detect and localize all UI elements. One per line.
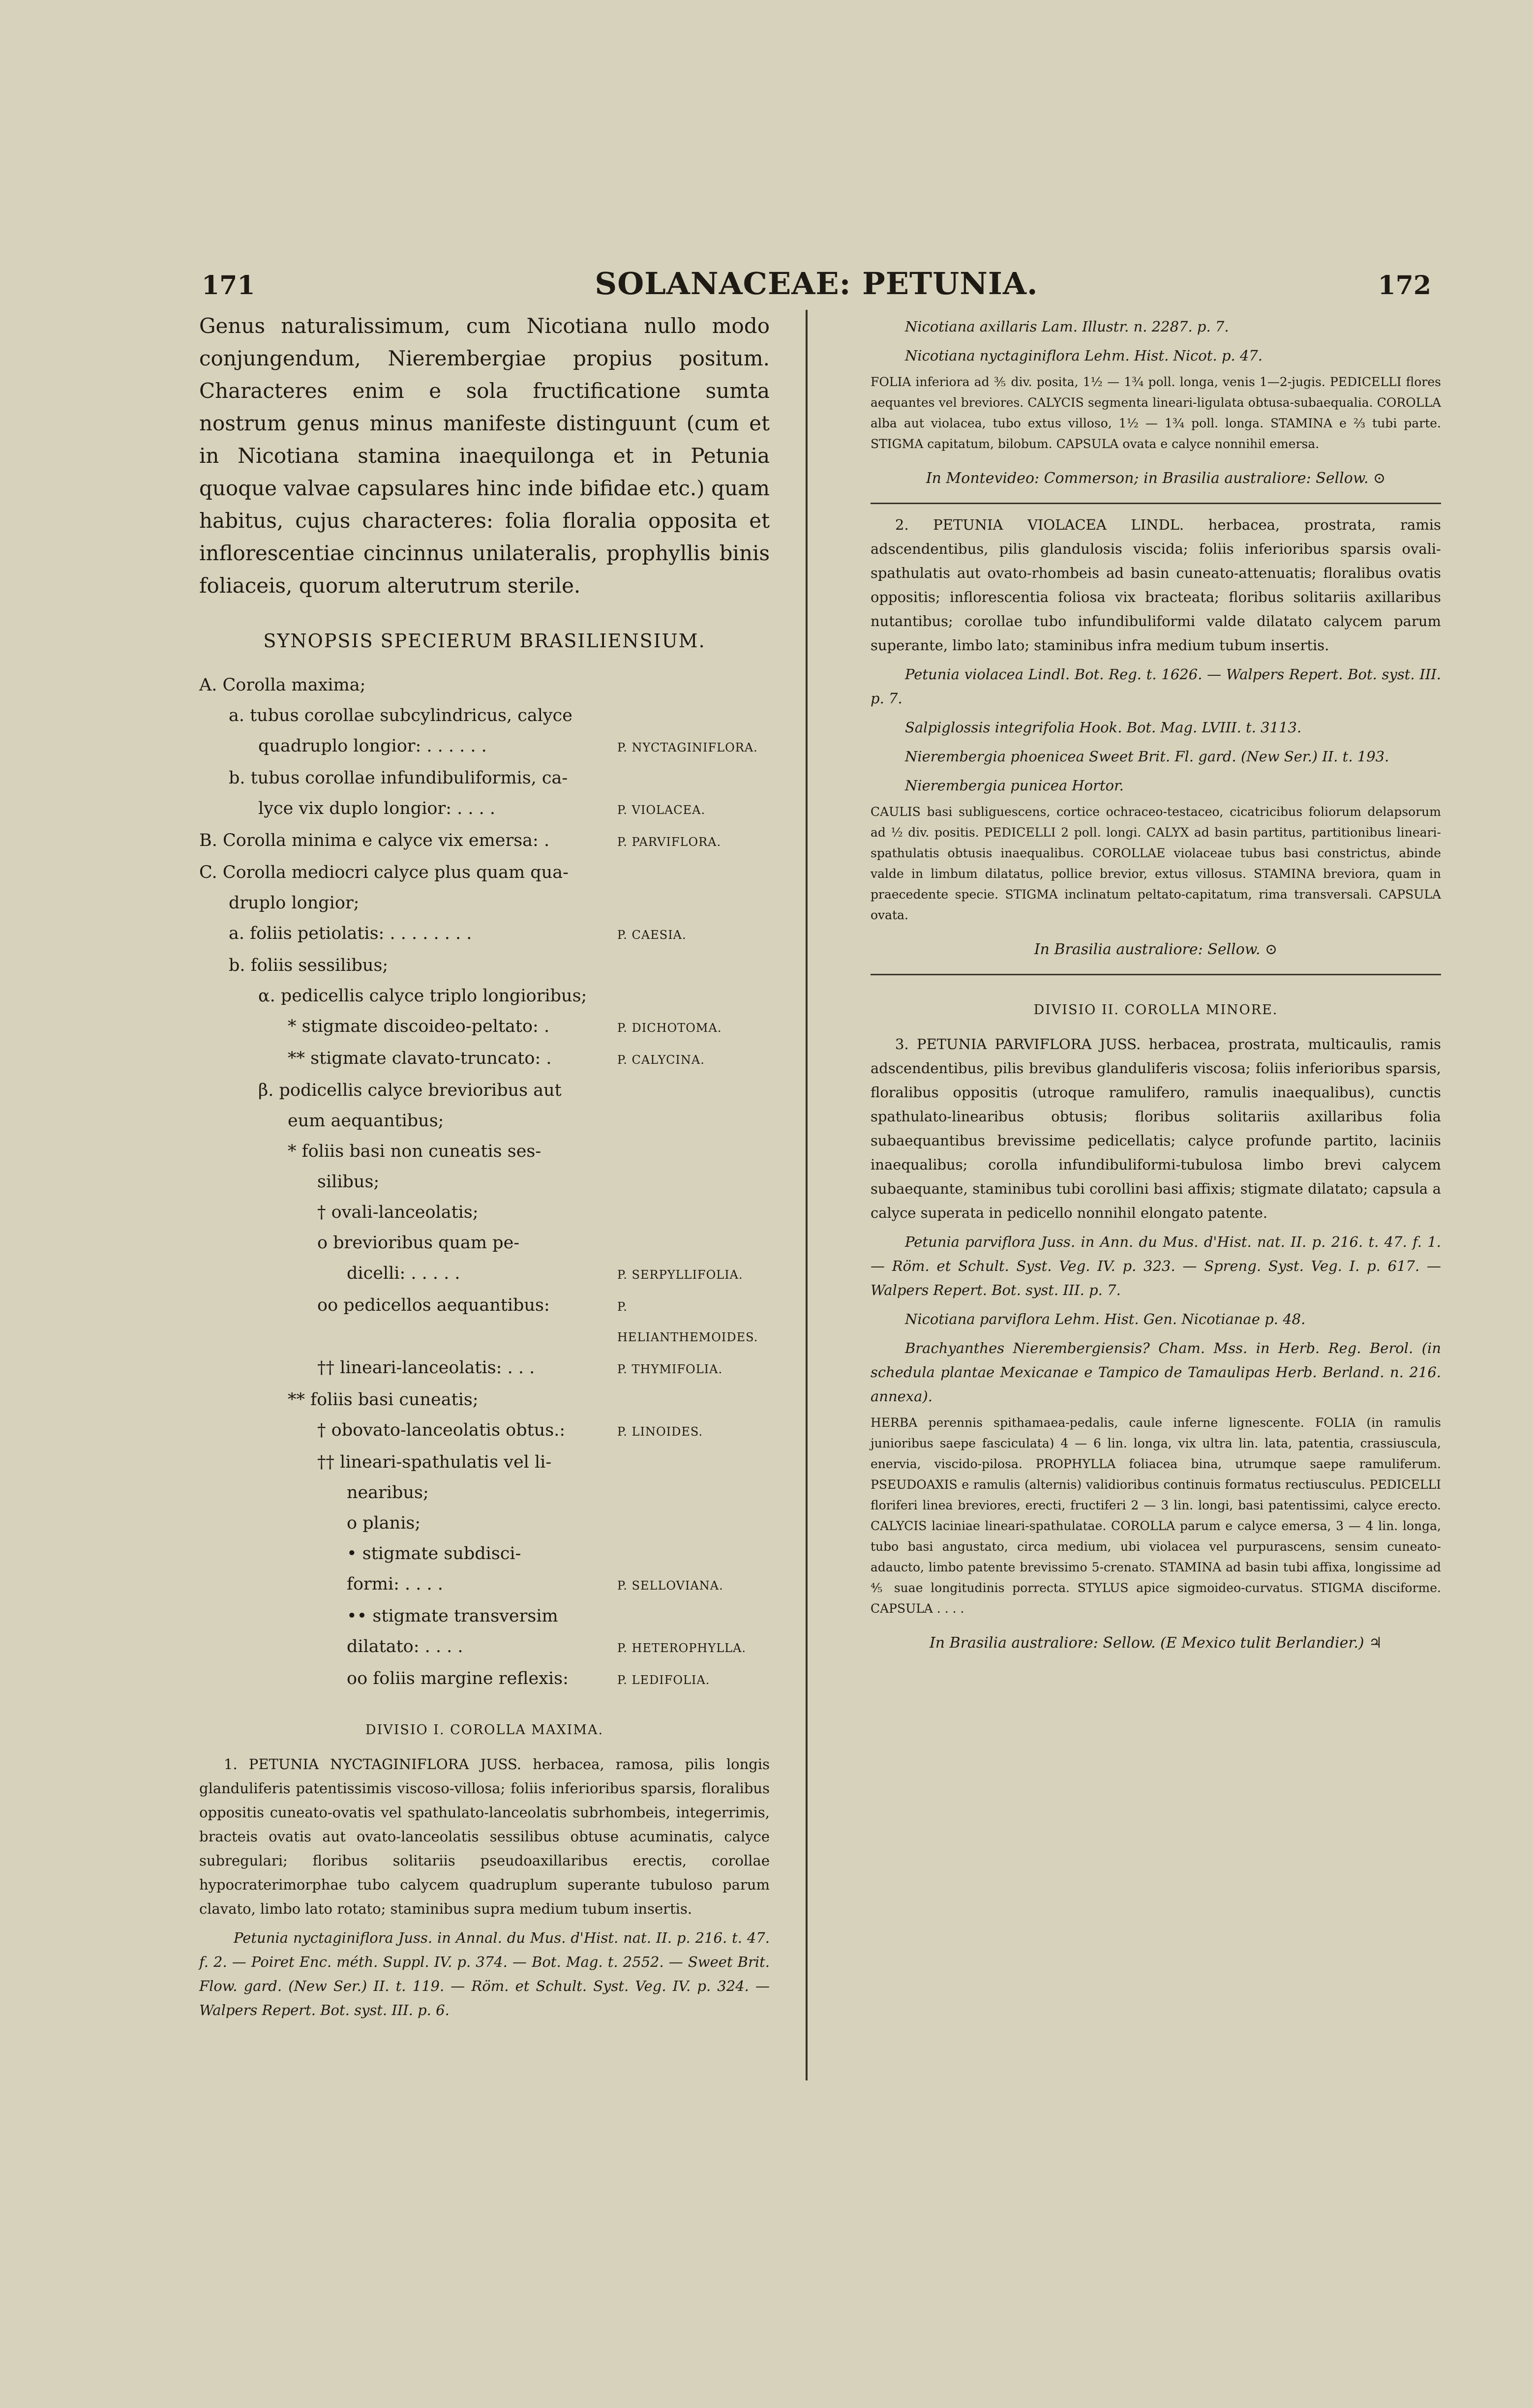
divisio-2-heading: DIVISIO II. COROLLA MINORE. bbox=[1033, 1002, 1278, 1018]
species-3-diagnosis: 3. PETUNIA PARVIFLORA JUSS. herbacea, prostrata, multicaulis, ramis adscendentibus, pilis brevibus glanduliferis viscosa; foliis inferioribus sparsis, floralibus oppositis (utroque ramulifero, ramulis inaequalibus), cunctis spathulato-linearibus obtusis; floribus solitariis axillaribus folia subaequantibus brevissime pedicellatis; calyce profunde partito, laciniis inaequalibus; corolla infundibuliformi-tubulosa limbo brevi calycem subaequante, staminibus tubi corollini basi affixis; stigmate dilatato; capsula a calyce superata in pedicello nonnihil elongato patente. bbox=[871, 1036, 1441, 1221]
species-2-locality: In Brasilia australiore: Sellow. ⊙ bbox=[1034, 941, 1278, 958]
synopsis-row-text: dicelli: . . . . . bbox=[347, 1264, 460, 1283]
synopsis-row bbox=[199, 1508, 770, 1538]
synopsis-row-text: dilatato: . . . . bbox=[347, 1637, 463, 1656]
synopsis-row bbox=[199, 857, 770, 888]
synopsis-row bbox=[199, 1290, 770, 1353]
synopsis-row-text: A. Corolla maxima; bbox=[199, 675, 366, 695]
synopsis-row bbox=[199, 731, 770, 763]
synopsis-row bbox=[199, 1011, 770, 1043]
synopsis-row bbox=[199, 1415, 770, 1447]
synopsis-row bbox=[199, 1258, 770, 1290]
synopsis-row bbox=[199, 1043, 770, 1075]
synopsis-row-text: α. pedicellis calyce triplo longioribus; bbox=[258, 986, 587, 1006]
synopsis-species-name: P. LINOIDES. bbox=[617, 1425, 703, 1439]
left-column bbox=[199, 310, 770, 2022]
synopsis-row bbox=[199, 1601, 770, 1631]
synopsis-row bbox=[199, 1136, 770, 1167]
synopsis-species-name: P. NYCTAGINIFLORA. bbox=[617, 741, 758, 754]
synopsis-title: SYNOPSIS SPECIERUM BRASILIENSIUM. bbox=[263, 630, 706, 652]
synopsis-row bbox=[199, 950, 770, 981]
synopsis-row bbox=[199, 1477, 770, 1508]
synopsis-row-text: lyce vix duplo longior: . . . . bbox=[258, 799, 495, 818]
synopsis-species-name: P. CALYCINA. bbox=[617, 1053, 705, 1067]
running-header bbox=[202, 266, 1431, 310]
synopsis-row-text: eum aequantibus; bbox=[288, 1111, 444, 1131]
synopsis-row-text: quadruplo longior: . . . . . . bbox=[258, 736, 487, 756]
synopsis-row bbox=[199, 793, 770, 825]
synopsis-key bbox=[199, 670, 770, 1695]
species-3-reference-2: Nicotiana parviflora Lehm. Hist. Gen. Nicotianae p. 48. bbox=[905, 1311, 1306, 1327]
synopsis-row-text: C. Corolla mediocri calyce plus quam qua- bbox=[199, 863, 569, 882]
synopsis-row-text: † obovato-lanceolatis obtus.: bbox=[317, 1420, 566, 1440]
right-column bbox=[871, 310, 1441, 1667]
species-2-reference-1: Petunia violacea Lindl. Bot. Reg. t. 1626. — Walpers Repert. Bot. syst. III. p. 7. bbox=[871, 666, 1441, 707]
synopsis-row-text: B. Corolla minima e calyce vix emersa: . bbox=[199, 831, 550, 850]
synopsis-row bbox=[199, 1075, 770, 1106]
synopsis-row-text: a. foliis petiolatis: . . . . . . . . bbox=[229, 924, 472, 943]
species-3-reference-3: Brachyanthes Nierembergiensis? Cham. Mss. in Herb. Reg. Berol. (in schedula plantae Mexicanae e Tampico de Tamaulipas Herb. Berland. n. 216. annexa). bbox=[871, 1340, 1441, 1405]
synopsis-row-text: * stigmate discoideo-peltato: . bbox=[288, 1017, 550, 1036]
synopsis-row-text: ** stigmate clavato-truncato: . bbox=[288, 1049, 552, 1068]
synopsis-row bbox=[199, 1197, 770, 1228]
synopsis-row-text: a. tubus corollae subcylindricus, calyce bbox=[229, 706, 572, 725]
species-1-references: Petunia nyctaginiflora Juss. in Annal. du Mus. d'Hist. nat. II. p. 216. t. 47. f. 2. — Poiret Enc. méth. Suppl. IV. p. 374. — Bot. Mag. t. 2552. — Sweet Brit. Flow. gard. (New Ser.) II. t. 119. — Röm. et Schult. Syst. Veg. IV. p. 324. — Walpers Repert. Bot. syst. III. p. 6. bbox=[199, 1929, 770, 2018]
synopsis-row-text: druplo longior; bbox=[229, 893, 360, 913]
divisio-heading: DIVISIO I. COROLLA MAXIMA. bbox=[365, 1722, 604, 1738]
species-2-reference-3: Nierembergia phoenicea Sweet Brit. Fl. gard. (New Ser.) II. t. 193. bbox=[905, 748, 1389, 765]
synopsis-species-name: P. THYMIFOLIA. bbox=[617, 1362, 723, 1376]
reference-nyctaginiflora: Nicotiana nyctaginiflora Lehm. Hist. Nicot. p. 47. bbox=[905, 347, 1263, 364]
synopsis-species-name: P. HETEROPHYLLA. bbox=[617, 1641, 747, 1655]
synopsis-row bbox=[199, 1447, 770, 1477]
synopsis-species-name: P. SELLOVIANA. bbox=[617, 1579, 723, 1593]
species-1-locality: In Montevideo: Commerson; in Brasilia australiore: Sellow. ⊙ bbox=[926, 470, 1386, 487]
synopsis-row bbox=[199, 918, 770, 950]
species-1-description: FOLIA inferiora ad ⅗ div. posita, 1½ — 1¾ poll. longa, venis 1—2-jugis. PEDICELLI flores aequantes vel breviores. CALYCIS segmenta lineari-ligulata obtusa-subaequalia. COROLLA alba aut violacea, tubo extus villoso, 1½ — 1¾ poll. longa. STAMINA e ⅔ tubi parte. STIGMA capitatum, bilobum. CAPSULA ovata e calyce nonnihil emersa. bbox=[871, 375, 1441, 451]
synopsis-row-text: formi: . . . . bbox=[347, 1574, 443, 1594]
running-title: SOLANACEAE: PETUNIA. bbox=[595, 266, 1038, 301]
species-1-diagnosis: 1. PETUNIA NYCTAGINIFLORA JUSS. herbacea, ramosa, pilis longis glanduliferis patentissimis viscoso-villosa; foliis inferioribus sparsis, floralibus oppositis cuneato-ovatis vel spathulato-lanceolatis subrhombeis, integerrimis, bracteis ovatis aut ovato-lanceolatis sessilibus obtuse acuminatis, calyce subregulari; floribus solitariis pseudoaxillaribus erectis, corollae hypocraterimorphae tubo calycem quadruplum superante tubuloso parum clavato, limbo lato rotato; staminibus supra medium tubum insertis. bbox=[199, 1756, 770, 1917]
synopsis-row bbox=[199, 670, 770, 700]
genus-intro: Genus naturalissimum, cum Nicotiana nullo modo conjungendum, Nierembergiae propius positum. Characteres enim e sola fructificatione sumta nostrum genus minus manifeste distinguunt (cum et in Nicotiana stamina inaequilonga et in Petunia quoque valvae capsulares hinc inde bifidae etc.) quam habitus, cujus characteres: folia floralia opposita et inflorescentiae cincinnus unilateralis, prophyllis binis foliaceis, quorum alterutrum sterile. bbox=[199, 314, 770, 598]
synopsis-row-text: b. foliis sessilibus; bbox=[229, 956, 389, 975]
synopsis-row-text: o brevioribus quam pe- bbox=[317, 1233, 520, 1253]
separator bbox=[871, 503, 1441, 504]
synopsis-species-name: P. HELIANTHEMOIDES. bbox=[617, 1300, 758, 1344]
synopsis-row bbox=[199, 763, 770, 793]
species-2-diagnosis: 2. PETUNIA VIOLACEA LINDL. herbacea, prostrata, ramis adscendentibus, pilis glandulosis viscida; foliis inferioribus sparsis ovali-spathulatis aut ovato-rhombeis ad basin cuneato-attenuatis; floralibus ovatis oppositis; inflorescentia foliosa vix bracteata; floribus solitariis axillaribus nutantibus; corollae tubo infundibuliformi valde dilatato calycem parum superante, limbo lato; staminibus infra medium tubum insertis. bbox=[871, 516, 1441, 654]
synopsis-species-name: P. LEDIFOLIA. bbox=[617, 1673, 710, 1687]
synopsis-species-name: P. VIOLACEA. bbox=[617, 803, 706, 817]
synopsis-row-text: β. podicellis calyce brevioribus aut bbox=[258, 1081, 562, 1100]
synopsis-row-text: oo pedicellos aequantibus: bbox=[317, 1295, 550, 1315]
synopsis-species-name: P. PARVIFLORA. bbox=[617, 835, 721, 849]
synopsis-row-text: †† lineari-spathulatis vel li- bbox=[317, 1452, 552, 1472]
synopsis-row bbox=[199, 1569, 770, 1601]
synopsis-row-text: oo foliis margine reflexis: bbox=[347, 1669, 569, 1688]
species-3-description: HERBA perennis spithamaea-pedalis, caule inferne lignescente. FOLIA (in ramulis junioribus saepe fasciculata) 4 — 6 lin. longa, vix ultra lin. lata, patentia, crassiuscula, enervia, viscido-pilosa. PROPHYLLA foliacea bina, utrumque saepe ramuliferum. PSEUDOAXIS e ramulis (alternis) validioribus continuis formatus rectiusculus. PEDICELLI floriferi linea breviores, erecti, fructiferi 2 — 3 lin. longi, basi patentissimi, calyce erecto. CALYCIS laciniae lineari-spathulatae. COROLLA parum e calyce emersa, 3 — 4 lin. longa, tubo basi angustato, circa medium, ubi violacea vel purpurascens, sensim cuneato-adaucto, limbo patente brevissimo 5-crenato. STAMINA ad basin tubi affixa, longissime ad ⅘ suae longitudinis porrecta. STYLUS apice sigmoideo-curvatus. STIGMA disciforme. CAPSULA . . . . bbox=[871, 1415, 1441, 1616]
synopsis-species-name: P. CAESIA. bbox=[617, 928, 687, 942]
synopsis-row bbox=[199, 1106, 770, 1136]
synopsis-row bbox=[199, 981, 770, 1011]
synopsis-row-text: • stigmate subdisci- bbox=[347, 1544, 521, 1564]
separator bbox=[871, 974, 1441, 975]
synopsis-row-text: b. tubus corollae infundibuliformis, ca- bbox=[229, 768, 568, 788]
synopsis-row-text: o planis; bbox=[347, 1513, 421, 1533]
species-3-reference-1: Petunia parviflora Juss. in Ann. du Mus. d'Hist. nat. II. p. 216. t. 47. f. 1. — Röm. et Schult. Syst. Veg. IV. p. 323. — Spreng. Syst. Veg. I. p. 617. — Walpers Repert. Bot. syst. III. p. 7. bbox=[871, 1234, 1441, 1298]
page-number-right: 172 bbox=[1378, 271, 1431, 301]
synopsis-row bbox=[199, 1385, 770, 1415]
species-2-description: CAULIS basi subliguescens, cortice ochraceo-testaceo, cicatricibus foliorum delapsorum ad ½ div. positis. PEDICELLI 2 poll. longi. CALYX ad basin partitus, partitionibus lineari-spathulatis obtusis inaequalibus. COROLLAE violaceae tubus basi constrictus, abinde valde in limbum dilatatus, pollice brevior, extus villosus. STAMINA breviora, quam in praecedente specie. STIGMA inclinatum peltato-capitatum, rima transversali. CAPSULA ovata. bbox=[871, 805, 1441, 922]
synopsis-row-text: •• stigmate transversim bbox=[347, 1606, 558, 1626]
synopsis-row bbox=[199, 1353, 770, 1385]
synopsis-row bbox=[199, 1228, 770, 1258]
synopsis-row bbox=[199, 888, 770, 918]
synopsis-row-text: nearibus; bbox=[347, 1483, 429, 1503]
species-3-locality: In Brasilia australiore: Sellow. (E Mexico tulit Berlandier.) ♃ bbox=[929, 1634, 1383, 1652]
synopsis-species-name: P. DICHOTOMA. bbox=[617, 1021, 722, 1035]
synopsis-row bbox=[199, 700, 770, 731]
synopsis-row bbox=[199, 1167, 770, 1197]
synopsis-row-text: † ovali-lanceolatis; bbox=[317, 1203, 479, 1222]
synopsis-row-text: ** foliis basi cuneatis; bbox=[288, 1390, 479, 1410]
column-divider bbox=[806, 310, 808, 2080]
synopsis-row-text: †† lineari-lanceolatis: . . . bbox=[317, 1358, 535, 1378]
species-2-reference-2: Salpiglossis integrifolia Hook. Bot. Mag. LVIII. t. 3113. bbox=[905, 719, 1302, 736]
synopsis-row-text: silibus; bbox=[317, 1172, 380, 1192]
synopsis-row-text: * foliis basi non cuneatis ses- bbox=[288, 1142, 541, 1161]
synopsis-row bbox=[199, 1663, 770, 1695]
reference-axillaris: Nicotiana axillaris Lam. Illustr. n. 2287. p. 7. bbox=[905, 318, 1229, 335]
species-2-reference-4: Nierembergia punicea Hortor. bbox=[905, 777, 1124, 794]
page-number-left: 171 bbox=[202, 271, 255, 301]
synopsis-row bbox=[199, 1631, 770, 1663]
synopsis-row bbox=[199, 1538, 770, 1569]
synopsis-species-name: P. SERPYLLIFOLIA. bbox=[617, 1268, 743, 1282]
synopsis-row bbox=[199, 825, 770, 857]
